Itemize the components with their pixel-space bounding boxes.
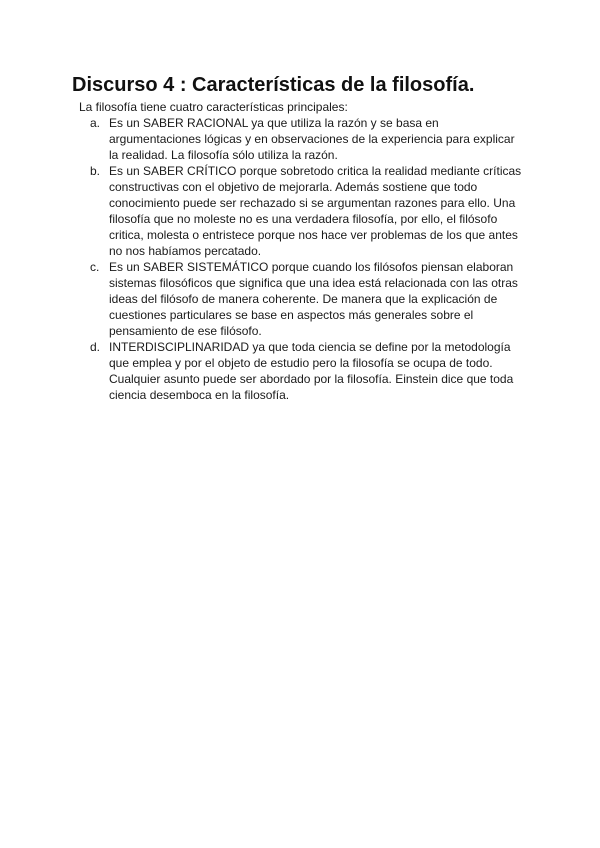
list-item bbox=[90, 259, 530, 339]
list-item-line: INTERDISCIPLINARIDAD ya que toda ciencia se define por la metodología bbox=[109, 340, 511, 354]
list-item-line: argumentaciones lógicas y en observaciones de la experiencia para explicar bbox=[109, 132, 515, 146]
list-marker: d. bbox=[90, 340, 101, 354]
document-title: Discurso 4 : Características de la filosofía. bbox=[72, 74, 475, 96]
list-item-line: Es un SABER CRÍTICO porque sobretodo critica la realidad mediante críticas bbox=[109, 164, 522, 178]
list-item-line: filosofía que no moleste no es una verdadera filosofía, por ello, el filósofo bbox=[109, 212, 498, 226]
list-item-line: Es un SABER SISTEMÁTICO porque cuando los filósofos piensan elaboran bbox=[109, 260, 514, 274]
list-item-line: no nos habíamos percatado. bbox=[109, 244, 262, 258]
list-item-line: pensamiento de ese filósofo. bbox=[109, 324, 262, 338]
list-item-line: constructivas con el objetivo de mejorarla. Además sostiene que todo bbox=[109, 180, 478, 194]
list-item-line: conocimiento puede ser rechazado si se argumentan razones para ello. Una bbox=[109, 196, 516, 210]
intro-paragraph: La filosofía tiene cuatro características principales: bbox=[79, 100, 348, 114]
list-marker: b. bbox=[90, 164, 101, 178]
list-marker: c. bbox=[90, 260, 100, 274]
list-item-line: que emplea y por el objeto de estudio pero la filosofía se ocupa de todo. bbox=[109, 356, 493, 370]
list-item-line: ciencia desemboca en la filosofía. bbox=[109, 388, 290, 402]
list-marker: a. bbox=[90, 116, 101, 130]
list-item-line: critica, molesta o entristece porque nos hace ver problemas de los que antes bbox=[109, 228, 518, 242]
list-item bbox=[90, 339, 530, 403]
list-item-line: ideas del filósofo de manera coherente. De manera que la explicación de bbox=[109, 292, 498, 306]
list-item bbox=[90, 163, 530, 259]
list-item-line: Cualquier asunto puede ser abordado por la filosofía. Einstein dice que toda bbox=[109, 372, 514, 386]
list-item-line: Es un SABER RACIONAL ya que utiliza la razón y se basa en bbox=[109, 116, 439, 130]
list-item-line: la realidad. La filosofía sólo utiliza la razón. bbox=[109, 148, 338, 162]
characteristics-list bbox=[90, 115, 530, 403]
list-item-line: cuestiones particulares se base en aspectos más generales sobre el bbox=[109, 308, 474, 322]
list-item bbox=[90, 115, 530, 163]
list-item-line: sistemas filosóficos que significa que una idea está relacionada con las otras bbox=[109, 276, 518, 290]
